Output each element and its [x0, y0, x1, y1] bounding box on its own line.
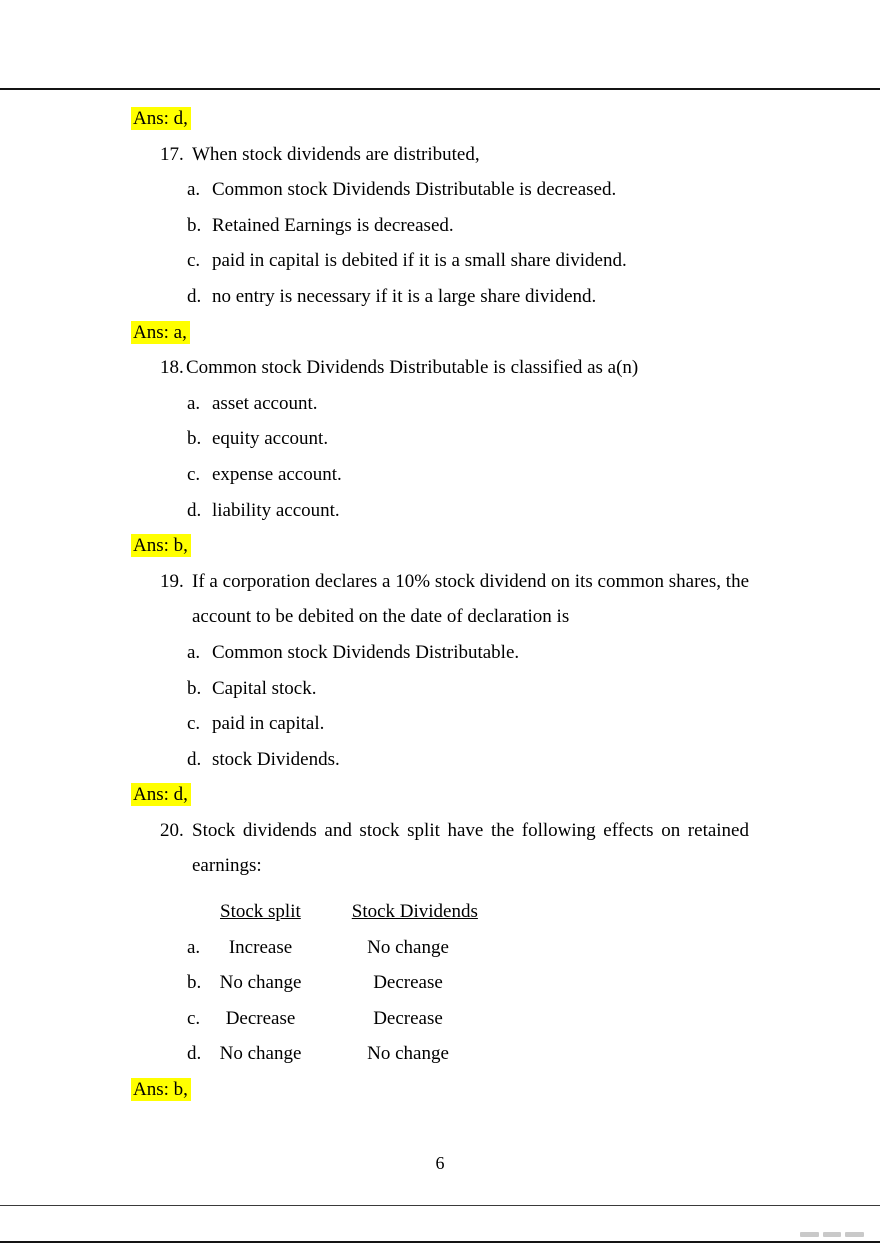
stock-dividends-value: No change: [367, 936, 449, 958]
option-label: c.: [187, 463, 201, 485]
option-text: paid in capital is debited if it is a small share dividend.: [212, 250, 627, 272]
option-text: equity account.: [212, 428, 329, 450]
option-17d: [133, 279, 749, 315]
row-label: b.: [187, 972, 202, 994]
page-number: 6: [435, 1153, 445, 1173]
question-number: 18.: [160, 357, 184, 379]
answer-highlight: Ans: d,: [131, 783, 191, 806]
option-17c: [133, 243, 749, 279]
page-content: [133, 101, 749, 1108]
option-text: Capital stock.: [212, 677, 317, 699]
option-text: stock Dividends.: [212, 748, 340, 770]
option-19c: [133, 706, 749, 742]
option-label: c.: [187, 713, 201, 735]
option-text: expense account.: [212, 463, 342, 485]
table-header-stock-split: Stock split: [220, 901, 301, 923]
option-text: Common stock Dividends Distributable.: [212, 641, 520, 663]
option-text: paid in capital.: [212, 713, 325, 735]
option-label: a.: [187, 641, 201, 663]
table-row-a: [133, 930, 749, 966]
question-20: [133, 813, 749, 884]
option-label: a.: [187, 179, 201, 201]
table-header-stock-dividends: Stock Dividends: [351, 901, 478, 923]
table-row-b: [133, 965, 749, 1001]
answer-line: [133, 315, 749, 351]
option-text: Retained Earnings is decreased.: [212, 214, 454, 236]
option-17a: [133, 172, 749, 208]
row-label: a.: [187, 936, 201, 958]
stock-dividends-value: Decrease: [373, 972, 443, 994]
row-label: c.: [187, 1007, 201, 1029]
question-text: Common stock Dividends Distributable is classified as a(n): [186, 357, 639, 379]
question-number: 20.: [160, 819, 184, 841]
corner-artifact: [800, 1232, 864, 1239]
top-rule: [0, 88, 880, 90]
question-number: 17.: [160, 143, 184, 165]
option-label: d.: [187, 499, 202, 521]
stock-split-value: No change: [219, 972, 302, 994]
stock-split-value: No change: [219, 1043, 302, 1065]
option-text: asset account.: [212, 392, 318, 414]
stock-split-value: Increase: [228, 936, 293, 958]
option-label: a.: [187, 392, 201, 414]
question-19: [133, 564, 749, 635]
option-text: liability account.: [212, 499, 340, 521]
stock-dividends-value: Decrease: [373, 1007, 443, 1029]
answer-highlight: Ans: b,: [131, 1078, 191, 1101]
option-label: d.: [187, 748, 202, 770]
option-17b: [133, 208, 749, 244]
option-18c: [133, 457, 749, 493]
question-text: When stock dividends are distributed,: [192, 143, 480, 165]
answer-line: [133, 777, 749, 813]
option-label: d.: [187, 285, 202, 307]
question-17: [133, 137, 749, 173]
footer-rule: [0, 1205, 880, 1206]
option-18d: [133, 493, 749, 529]
answer-line: [133, 528, 749, 564]
question-number: 19.: [160, 570, 184, 592]
row-label: d.: [187, 1043, 202, 1065]
option-19b: [133, 671, 749, 707]
answer-highlight: Ans: a,: [131, 321, 190, 344]
stock-split-value: Decrease: [225, 1007, 296, 1029]
answer-line: [133, 101, 749, 137]
option-19a: [133, 635, 749, 671]
answer-highlight: Ans: b,: [131, 534, 191, 557]
answer-line: [133, 1072, 749, 1108]
stock-dividends-value: No change: [367, 1043, 449, 1065]
option-18b: [133, 421, 749, 457]
option-label: c.: [187, 250, 201, 272]
table-row-d: [133, 1036, 749, 1072]
question-text: If a corporation declares a 10% stock dividend on its common shares, the account to be debited on the date of declaration is: [192, 570, 749, 628]
table-row-c: [133, 1001, 749, 1037]
option-label: b.: [187, 677, 202, 699]
option-19d: [133, 742, 749, 778]
option-text: Common stock Dividends Distributable is decreased.: [212, 179, 617, 201]
option-label: b.: [187, 214, 202, 236]
question-18: [133, 350, 749, 386]
answer-highlight: Ans: d,: [131, 107, 191, 130]
option-text: no entry is necessary if it is a large share dividend.: [212, 285, 597, 307]
option-label: b.: [187, 428, 202, 450]
option-18a: [133, 386, 749, 422]
question-text: Stock dividends and stock split have the following effects on retained earnings:: [192, 819, 749, 877]
table-header-row: [133, 894, 749, 930]
bottom-edge-rule: [0, 1241, 880, 1243]
